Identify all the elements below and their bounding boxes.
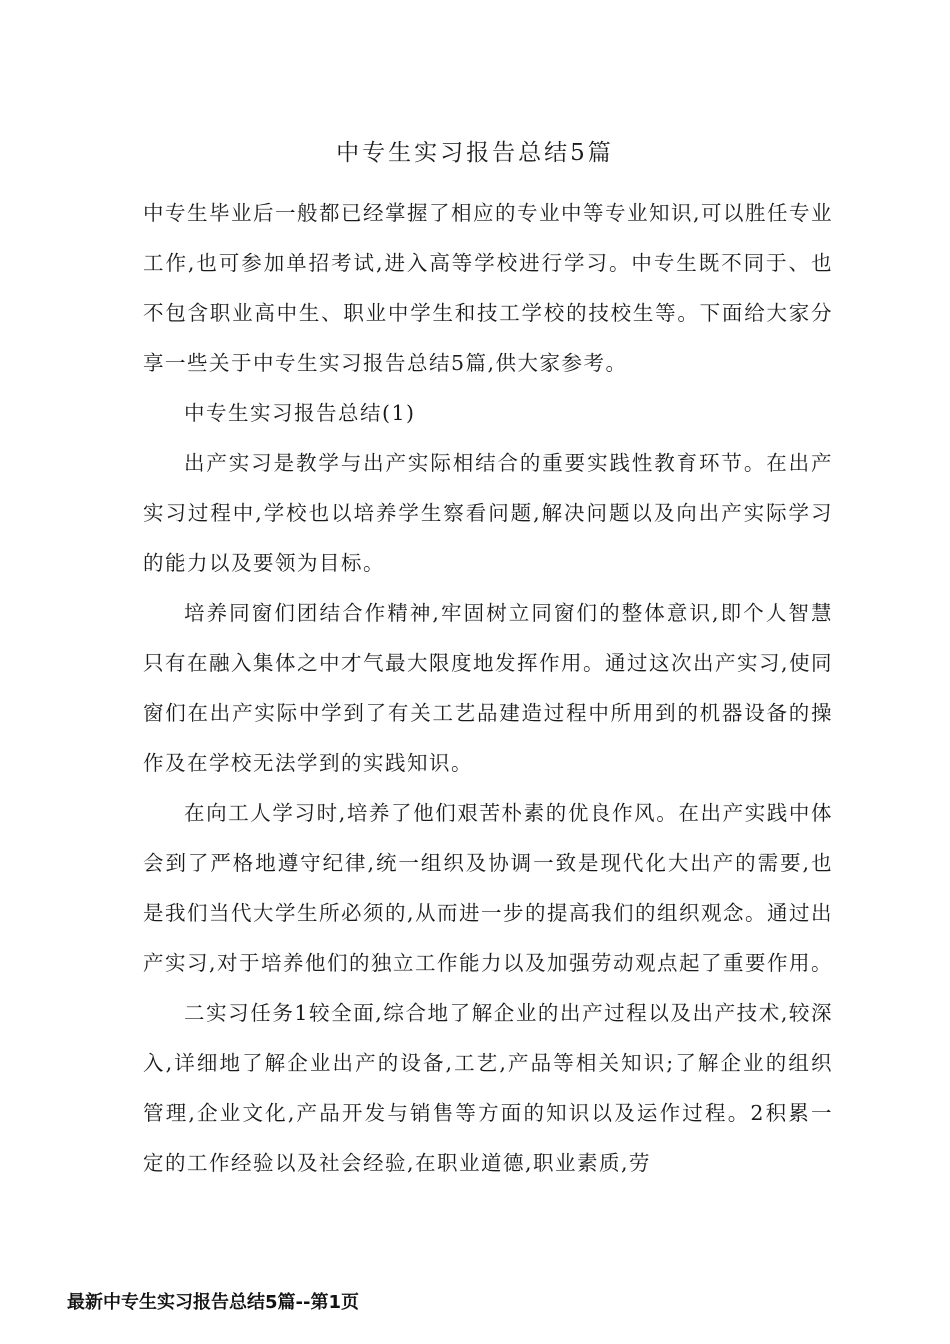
body-paragraph: 二实习任务1较全面,综合地了解企业的出产过程以及出产技术,较深入,详细地了解企业出产的设备,工艺,产品等相关知识;了解企业的组织管理,企业文化,产品开发与销售等方面的知识以及运作过程。2积累一定的工作经验以及社会经验,在职业道德,职业素质,劳 <box>143 1001 833 1175</box>
section-heading: 中专生实习报告总结(1) <box>184 401 416 425</box>
body-paragraph: 在向工人学习时,培养了他们艰苦朴素的优良作风。在出产实践中体会到了严格地遵守纪律,统一组织及协调一致是现代化大出产的需要,也是我们当代大学生所必须的,从而进一步的提高我们的组织观念。通过出产实习,对于培养他们的独立工作能力以及加强劳动观点起了重要作用。 <box>143 801 834 975</box>
document-body <box>143 188 833 1188</box>
page-footer: 最新中专生实习报告总结5篇--第1页 <box>67 1292 359 1313</box>
body-paragraph: 培养同窗们团结合作精神,牢固树立同窗们的整体意识,即个人智慧只有在融入集体之中才气最大限度地发挥作用。通过这次出产实习,使同窗们在出产实际中学到了有关工艺品建造过程中所用到的机器设备的操作及在学校无法学到的实践知识。 <box>143 601 834 775</box>
document-title: 中专生实习报告总结5篇 <box>336 140 614 166</box>
body-paragraph: 出产实习是教学与出产实际相结合的重要实践性教育环节。在出产实习过程中,学校也以培养学生察看问题,解决问题以及向出产实际学习的能力以及要领为目标。 <box>143 451 833 575</box>
intro-paragraph: 中专生毕业后一般都已经掌握了相应的专业中等专业知识,可以胜任专业工作,也可参加单招考试,进入高等学校进行学习。中专生既不同于、也不包含职业高中生、职业中学生和技工学校的技校生等。下面给大家分享一些关于中专生实习报告总结5篇,供大家参考。 <box>143 201 834 375</box>
